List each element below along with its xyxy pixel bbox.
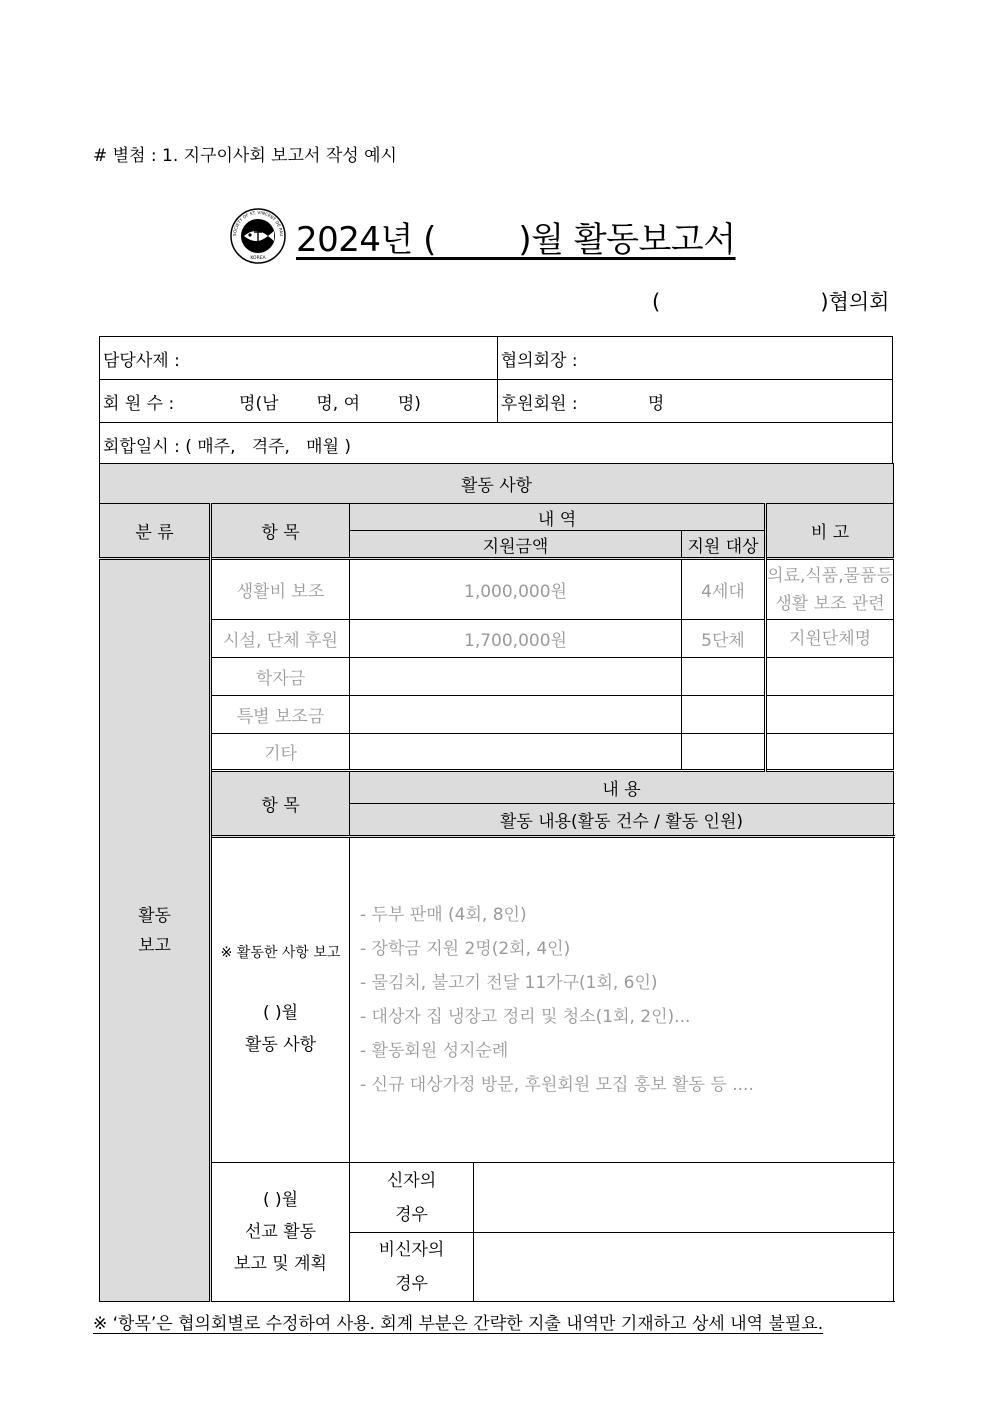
title-block (230, 205, 736, 267)
support-target (682, 658, 766, 696)
remarks-header: 비 고 (766, 504, 894, 559)
believer-label (350, 1163, 474, 1233)
mission-item-cell (211, 1163, 350, 1302)
member-count-field: 회 원 수 : 명(남 명, 여 명) (100, 380, 498, 423)
attachment-label: # 별첨 : 1. 지구이사회 보고서 작성 예시 (93, 146, 397, 166)
support-amount: 1,000,000원 (350, 559, 682, 620)
priest-field: 담당사제 : (100, 337, 498, 380)
support-item: 기타 (211, 734, 350, 771)
president-field: 협의회장 : (497, 337, 892, 380)
details-header: 내 역 (350, 504, 766, 531)
mission-line2: 보고 및 계획 (234, 1254, 327, 1274)
info-table (99, 336, 893, 466)
support-row (100, 620, 894, 658)
activity-list-item: - 대상자 집 냉장고 정리 및 청소(1회, 2인)... (360, 1007, 691, 1027)
report-title: 2024년 ( )월 활동보고서 (296, 219, 736, 260)
support-amount: 1,700,000원 (350, 620, 682, 658)
support-row (100, 696, 894, 734)
supporter-count-field: 후원회원 : 명 (497, 380, 892, 423)
activity-content-header: 내 용 (350, 771, 894, 804)
support-remarks: 의료,식품,물품등 생활 보조 관련 (766, 559, 894, 620)
activity-month: ( )월 (262, 1003, 299, 1023)
believer-label-text: 신자의 경우 (386, 1170, 437, 1225)
activity-content-subheader: 활동 내용(활동 건수 / 활동 인원) (350, 804, 894, 837)
society-logo-icon (230, 208, 286, 264)
category-label (100, 559, 211, 1302)
support-row (100, 559, 894, 620)
category-label-text: 활동 보고 (138, 905, 171, 956)
activity-item-cell (211, 837, 350, 1163)
support-item: 시설, 단체 후원 (211, 620, 350, 658)
activity-list-item: - 신규 대상가정 방문, 후원회원 모집 홍보 활동 등 .... (360, 1075, 754, 1095)
footnote: ※ ‘항목’은 협의회별로 수정하여 사용. 회계 부분은 간략한 지출 내역만 기재하고 상세 내역 불필요. (93, 1314, 824, 1334)
council-name: ( )협의회 (652, 290, 890, 314)
support-target (682, 734, 766, 771)
support-target: 5단체 (682, 620, 766, 658)
support-row (100, 658, 894, 696)
item-header: 항 목 (211, 504, 350, 559)
mission-month: ( )월 (262, 1190, 299, 1210)
support-remarks (766, 696, 894, 734)
activity-note: ※ 활동한 사항 보고 (220, 945, 341, 961)
support-item: 학자금 (211, 658, 350, 696)
support-amount (350, 658, 682, 696)
nonbeliever-label-text: 비신자의 경우 (378, 1240, 445, 1294)
amount-header: 지원금액 (350, 531, 682, 559)
section-title: 활동 사항 (100, 464, 894, 504)
logo-ring-text: SOCIETY OF ST. VINCENT DE PAU (231, 209, 285, 237)
activity-list-item: - 물김치, 불고기 전달 11가구(1회, 6인) (360, 973, 658, 993)
activity-item-header: 항 목 (211, 771, 350, 837)
support-amount (350, 696, 682, 734)
activity-label: 활동 사항 (244, 1035, 317, 1055)
logo-bottom-text: KOREA (250, 256, 266, 261)
believer-content (474, 1163, 894, 1233)
mission-line1: 선교 활동 (244, 1222, 317, 1242)
activity-list-item: - 두부 판매 (4회, 8인) (360, 905, 527, 925)
meeting-schedule-field: 회합일시 : ( 매주, 격주, 매월 ) (100, 423, 893, 466)
activity-list-item: - 활동회원 성지순례 (360, 1041, 509, 1061)
category-header: 분 류 (100, 504, 211, 559)
support-remarks (766, 734, 894, 771)
support-target (682, 696, 766, 734)
support-row (100, 734, 894, 771)
support-item: 생활비 보조 (211, 559, 350, 620)
support-remarks: 지원단체명 (766, 620, 894, 658)
support-target: 4세대 (682, 559, 766, 620)
support-amount (350, 734, 682, 771)
support-item: 특별 보조금 (211, 696, 350, 734)
nonbeliever-content (474, 1233, 894, 1302)
activity-list (350, 837, 894, 1163)
activity-table (99, 463, 894, 1302)
support-remarks (766, 658, 894, 696)
target-header: 지원 대상 (682, 531, 766, 559)
activity-list-item: - 장학금 지원 2명(2회, 4인) (360, 939, 571, 959)
nonbeliever-label (350, 1233, 474, 1302)
